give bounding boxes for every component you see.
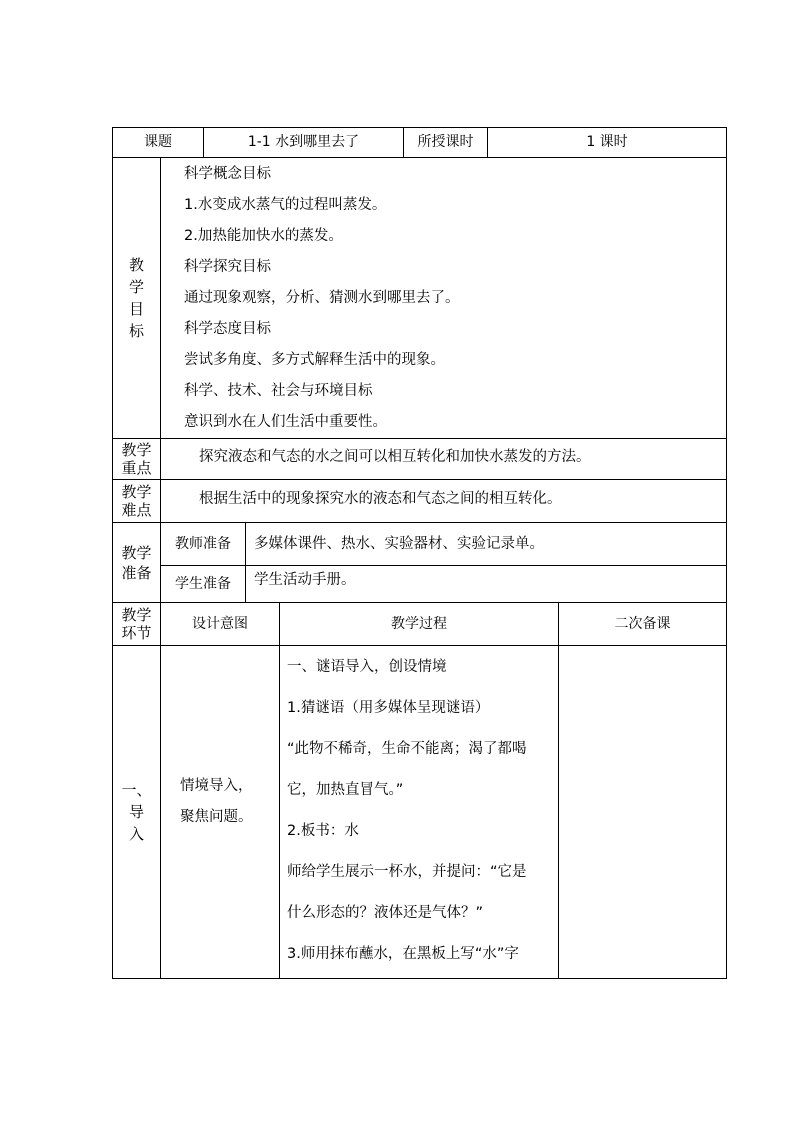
stage1-design-line: 聚焦问题。 bbox=[180, 809, 253, 825]
student-prep-label-cell bbox=[160, 565, 246, 603]
second-prep-header-cell bbox=[558, 602, 727, 646]
difficulties-label-cell bbox=[112, 479, 161, 523]
teaching-process-header: 教学过程 bbox=[391, 615, 447, 632]
topic-value-cell bbox=[203, 127, 404, 158]
goal-heading: 科学、技术、社会与环境目标 bbox=[184, 383, 373, 399]
goal-line: 尝试多角度、多方式解释生活中的现象。 bbox=[184, 352, 445, 368]
goal-heading: 科学概念目标 bbox=[184, 166, 271, 182]
stage1-process-line: 1.猜谜语（用多媒体呈现谜语） bbox=[287, 700, 490, 716]
stage1-label-char: 导 bbox=[128, 803, 144, 821]
stage1-process-line: 它，加热直冒气。” bbox=[287, 782, 404, 798]
design-intent-header-cell bbox=[160, 602, 280, 646]
stage-header-label-line: 环节 bbox=[121, 624, 152, 642]
stage1-label-cell bbox=[112, 645, 161, 979]
design-intent-header: 设计意图 bbox=[192, 615, 248, 632]
key-points-label-cell bbox=[112, 438, 161, 480]
goal-heading: 科学态度目标 bbox=[184, 321, 271, 337]
stage1-process-line: 3.师用抹布蘸水，在黑板上写“水”字 bbox=[287, 946, 519, 962]
stage-header-label-line: 教学 bbox=[121, 606, 152, 624]
goal-heading: 科学探究目标 bbox=[184, 259, 271, 275]
difficulties-label-line: 难点 bbox=[121, 501, 152, 519]
teacher-prep-content-cell bbox=[245, 522, 727, 566]
key-points-content-cell bbox=[160, 438, 727, 480]
difficulties-content-cell bbox=[160, 479, 727, 523]
student-prep-text: 学生活动手册。 bbox=[254, 572, 356, 588]
stage1-process-cell bbox=[279, 645, 559, 979]
stage1-process-line: “此物不稀奇，生命不能离；渴了都喝 bbox=[287, 741, 527, 757]
key-points-text: 探究液态和气态的水之间可以相互转化和加快水蒸发的方法。 bbox=[199, 449, 591, 465]
stage1-process-line: 师给学生展示一杯水，并提问：“它是 bbox=[287, 864, 527, 880]
goals-label-cell bbox=[112, 157, 161, 439]
topic-label-cell bbox=[112, 127, 204, 158]
goals-label-char: 目 bbox=[128, 300, 144, 318]
stage1-design-cell bbox=[160, 645, 280, 979]
student-prep-label: 学生准备 bbox=[175, 575, 231, 592]
difficulties-text: 根据生活中的现象探究水的液态和气态之间的相互转化。 bbox=[199, 491, 562, 507]
goals-content-cell bbox=[160, 157, 727, 439]
stage1-second-prep-cell bbox=[558, 645, 727, 979]
second-prep-header: 二次备课 bbox=[614, 615, 671, 632]
stage1-process-line: 一、谜语导入，创设情境 bbox=[287, 659, 447, 675]
stage1-design-line: 情境导入， bbox=[180, 778, 253, 794]
teaching-process-header-cell bbox=[279, 602, 559, 646]
hours-label: 所授课时 bbox=[417, 134, 474, 151]
topic-label: 课题 bbox=[144, 134, 172, 151]
teacher-prep-label: 教师准备 bbox=[175, 535, 231, 552]
stage1-label-char: 一、 bbox=[121, 781, 152, 799]
preparation-label-line: 教学 bbox=[121, 543, 152, 562]
goal-line: 1.水变成水蒸气的过程叫蒸发。 bbox=[184, 197, 387, 213]
key-points-label-line: 教学 bbox=[121, 441, 152, 459]
goal-line: 通过现象观察，分析、猜测水到哪里去了。 bbox=[184, 290, 460, 306]
hours-value-cell bbox=[487, 127, 727, 158]
teacher-prep-label-cell bbox=[160, 522, 246, 566]
goals-label-char: 教 bbox=[128, 256, 144, 274]
goal-line: 意识到水在人们生活中重要性。 bbox=[184, 414, 387, 430]
preparation-label-cell bbox=[112, 522, 161, 603]
stage1-process-line: 2.板书：水 bbox=[287, 823, 359, 839]
stage1-label-char: 入 bbox=[128, 825, 144, 843]
goal-line: 2.加热能加快水的蒸发。 bbox=[184, 228, 343, 244]
stage1-process-line: 什么形态的？液体还是气体？” bbox=[287, 905, 484, 921]
difficulties-label-line: 教学 bbox=[121, 483, 152, 501]
topic-value: 1-1 水到哪里去了 bbox=[247, 134, 360, 151]
preparation-label-line: 准备 bbox=[121, 563, 152, 582]
goals-label-char: 标 bbox=[128, 322, 144, 340]
teacher-prep-text: 多媒体课件、热水、实验器材、实验记录单。 bbox=[254, 536, 544, 552]
hours-label-cell bbox=[403, 127, 488, 158]
stage-header-label-cell bbox=[112, 602, 161, 646]
key-points-label-line: 重点 bbox=[121, 459, 152, 477]
hours-value: 1 课时 bbox=[586, 134, 628, 151]
goals-label-char: 学 bbox=[128, 278, 144, 296]
student-prep-content-cell bbox=[245, 565, 727, 603]
